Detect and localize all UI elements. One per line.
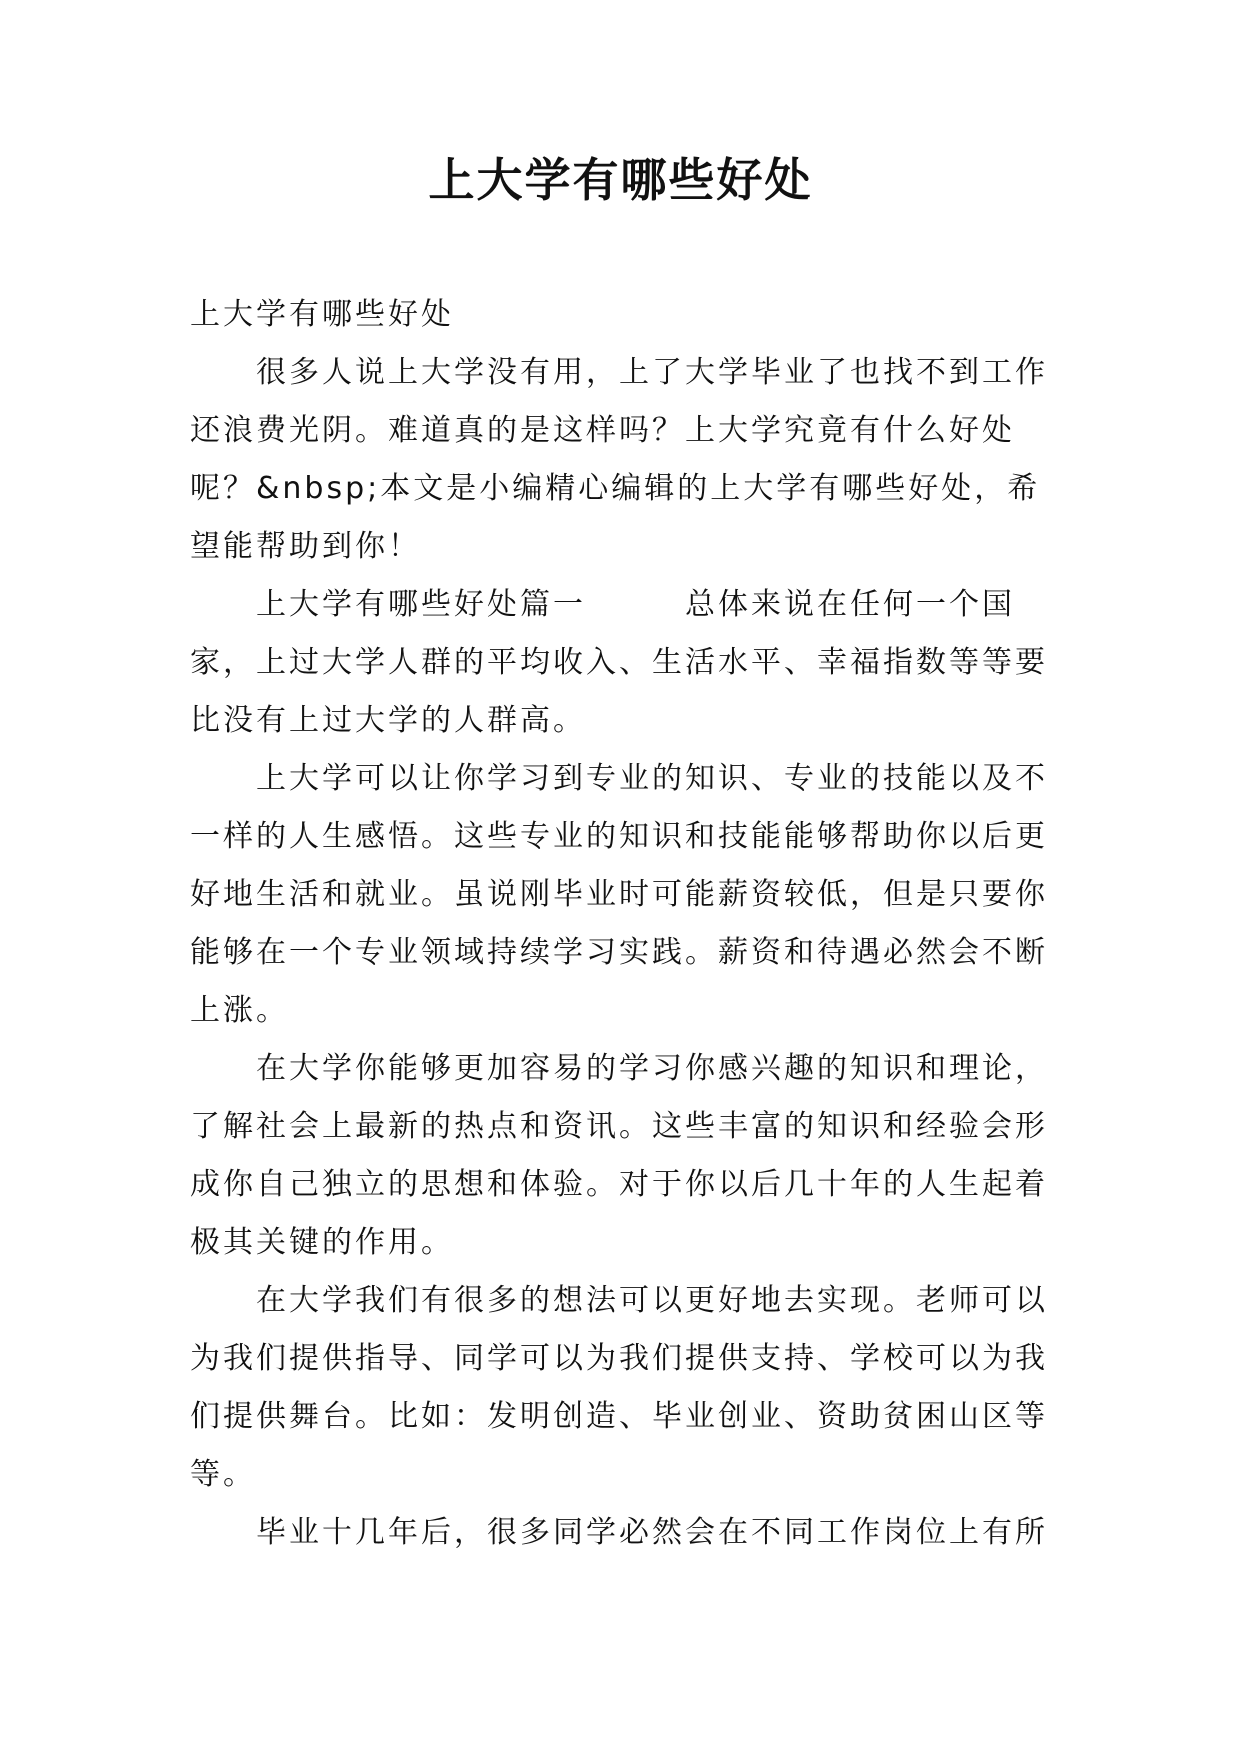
- paragraph: 上大学可以让你学习到专业的知识、专业的技能以及不一样的人生感悟。这些专业的知识和技能能够帮助你以后更好地生活和就业。虽说刚毕业时可能薪资较低，但是只要你能够在一个专业领域持续学习实践。薪资和待遇必然会不断上涨。: [190, 761, 1048, 1028]
- paragraph-heading: 上大学有哪些好处: [190, 297, 454, 332]
- paragraph: 毕业十几年后，很多同学必然会在不同工作岗位上有所: [256, 1515, 1048, 1550]
- document-title: 上大学有哪些好处: [428, 153, 813, 207]
- document-body: [190, 286, 1050, 1562]
- paragraph: 在大学你能够更加容易的学习你感兴趣的知识和理论，了解社会上最新的热点和资讯。这些丰富的知识和经验会形成你自己独立的思想和体验。对于你以后几十年的人生起着极其关键的作用。: [190, 1051, 1048, 1260]
- paragraph: 在大学我们有很多的想法可以更好地去实现。老师可以为我们提供指导、同学可以为我们提供支持、学校可以为我们提供舞台。比如：发明创造、毕业创业、资助贫困山区等等。: [190, 1283, 1048, 1492]
- paragraph: 上大学有哪些好处篇一 总体来说在任何一个国家，上过大学人群的平均收入、生活水平、幸福指数等等要比没有上过大学的人群高。: [190, 587, 1048, 738]
- paragraph: 很多人说上大学没有用，上了大学毕业了也找不到工作还浪费光阴。难道真的是这样吗？上大学究竟有什么好处呢？&nbsp;本文是小编精心编辑的上大学有哪些好处，希望能帮助到你！: [190, 355, 1048, 564]
